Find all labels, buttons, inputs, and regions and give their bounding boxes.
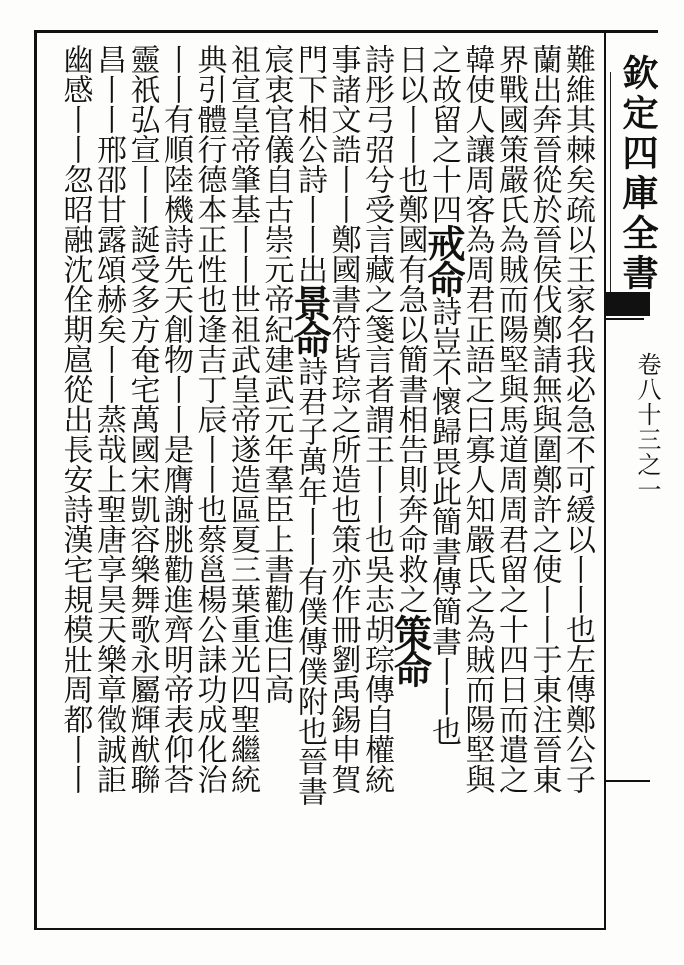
- text-column: [493, 44, 527, 924]
- volume-label: 卷八十三之一: [633, 352, 661, 502]
- text-run: 日以丨丨也: [392, 44, 428, 194]
- text-column: [259, 44, 293, 924]
- text-run: 靈祇弘宣丨丨誕受多方奄宅萬國宋凱容樂舞歌永屬輝猷聯: [124, 44, 160, 794]
- text-run: 宸衷官儀自古崇: [258, 44, 294, 254]
- text-column: [387, 44, 433, 924]
- text-run: 丨丨有順陸機詩先天創物丨丨是膺謝朓勸進齊明帝表仰荅: [158, 44, 193, 794]
- book-title: 欽定四庫全書: [617, 54, 659, 294]
- text-run: 元帝紀建武元年羣臣上書勸進曰高: [258, 254, 294, 704]
- text-column: [58, 44, 92, 924]
- heading-term: 戒命: [421, 224, 466, 296]
- text-column: [91, 44, 125, 924]
- heading-term: 策命: [387, 614, 433, 686]
- text-run: 詩君子萬年丨丨有僕傳僕附也晉書: [292, 356, 327, 806]
- heading-term: 景命: [287, 284, 332, 356]
- fishtail-rule: [606, 318, 644, 320]
- text-run: 幽感丨丨忽昭融沈佺期扈從出長安詩漢宅規模壯周都丨丨: [57, 44, 93, 794]
- text-run: 祖宣皇帝肇基丨丨世祖武皇帝遂造區夏三葉重光四聖繼統: [225, 44, 260, 794]
- text-column: [192, 44, 226, 924]
- text-column: [158, 44, 192, 924]
- text-run: 門下相公詩丨丨出: [292, 44, 327, 284]
- edge-divider: [610, 72, 611, 292]
- text-column: [421, 44, 466, 924]
- text-column: [560, 44, 594, 924]
- text-run: 事諸文誥丨丨鄭國書符皆琮之所造也策亦作冊劉禹錫申賀: [325, 44, 361, 794]
- text-run: 昌丨丨邢邵甘露頌赫矣丨丨蒸哉上聖唐享昊天樂章徵誠詎: [91, 44, 126, 794]
- text-run: 鄭國有急以簡書相告則奔命救之: [392, 194, 428, 614]
- top-border: [34, 30, 658, 33]
- left-border: [34, 30, 37, 930]
- text-run: 界戰國策嚴氏為賊而陽堅與馬道周周君留之十四日而遣之: [493, 44, 528, 794]
- text-column: [326, 44, 360, 924]
- text-column: [527, 44, 561, 924]
- right-border: [604, 30, 606, 930]
- text-run: 之故留之十四: [426, 44, 461, 224]
- text-run: 韓使人讓周客為周君正語之曰寡人知嚴氏之為賊而陽堅與: [459, 44, 495, 794]
- text-run: 詩豈不懷歸畏此簡書傳簡書丨丨也: [426, 296, 461, 746]
- edge-bottom-rule: [606, 780, 650, 782]
- text-run: 典引體行德本正性也逢吉丁辰丨丨也蔡邕楊公誄功成化治: [191, 44, 227, 794]
- text-column: [125, 44, 159, 924]
- text-column: [287, 44, 332, 924]
- text-column: [359, 44, 393, 924]
- text-run: 蘭出奔晉從於晉侯伐鄭請無與圍鄭許之使丨丨于東注晉東: [526, 44, 562, 794]
- bottom-border: [34, 928, 606, 930]
- text-run: 難維其棘矣疏以王家名我必急不可緩以丨丨也左傳鄭公子: [560, 44, 595, 794]
- text-column: [460, 44, 494, 924]
- fishtail-mark: [606, 292, 650, 316]
- text-column: [225, 44, 259, 924]
- text-run: 詩彤弓弨兮受言藏之箋言者謂王丨丨也吳志胡琮傳自權統: [359, 44, 394, 794]
